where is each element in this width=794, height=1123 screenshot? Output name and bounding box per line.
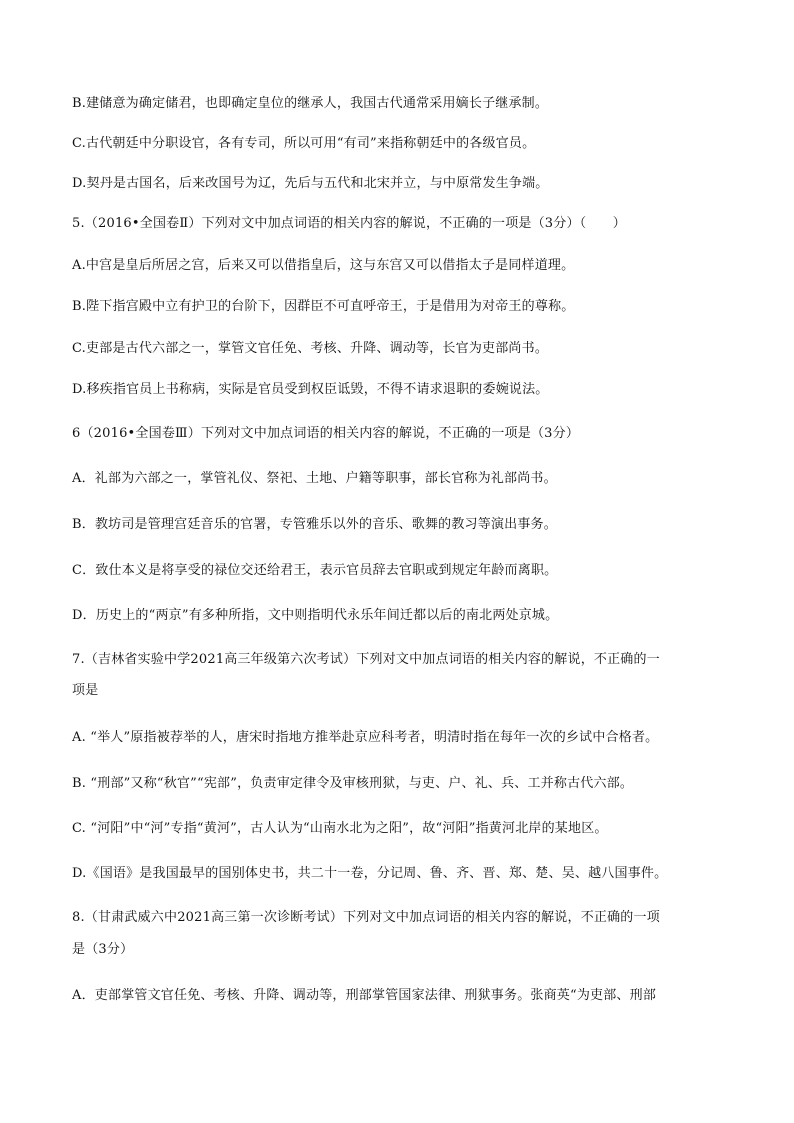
option-d-q6: D．历史上的“两京”有多种所指，文中则指明代永乐年间迁都以后的南北两处京城。 (72, 608, 559, 623)
option-c-q7: C. “河阳”中“河”专指“黄河”，古人认为“山南水北为之阳”，故“河阳”指黄河北岸的某地区。 (72, 821, 608, 836)
question-5-stem: 5.（2016•全国卷Ⅱ）下列对文中加点词语的相关内容的解说，不正确的一项是（3分）（ ） (72, 216, 626, 231)
question-8-stem-cont: 是（3分） (72, 942, 134, 957)
option-d-q7: D.《国语》是我国最早的国别体史书，共二十一卷，分记周、鲁、齐、晋、郑、楚、吴、越八国事件。 (72, 866, 668, 881)
option-d-q4: D.契丹是古国名，后来改国号为辽，先后与五代和北宋并立，与中原常发生争端。 (72, 176, 549, 191)
option-b-q7: B. “刑部”又称“秋官”“宪部”，负责审定律令及审核刑狱，与吏、户、礼、兵、工并称古代六部。 (72, 776, 634, 791)
option-c-q6: C．致仕本义是将享受的禄位交还给君王，表示官员辞去官职或到规定年龄而离职。 (72, 563, 558, 578)
question-8-stem: 8.（甘肃武威六中2021高三第一次诊断考试）下列对文中加点词语的相关内容的解说，不正确的一项 (72, 910, 660, 925)
question-7-stem: 7.（吉林省实验中学2021高三年级第六次考试）下列对文中加点词语的相关内容的解说，不正确的一 (72, 652, 660, 667)
option-d-q5: D.移疾指官员上书称病，实际是官员受到权臣诋毁，不得不请求退职的委婉说法。 (72, 382, 549, 397)
option-a-q5: A.中宫是皇后所居之宫，后来又可以借指皇后，这与东宫又可以借指太子是同样道理。 (72, 258, 575, 273)
question-6-stem: 6（2016•全国卷Ⅲ）下列对文中加点词语的相关内容的解说，不正确的一项是（3分） (72, 426, 580, 441)
option-a-q7: A. “举人”原指被荐举的人，唐宋时指地方推举赴京应科考者，明清时指在每年一次的乡试中合格者。 (72, 730, 659, 745)
option-b-q5: B.陛下指宫殿中立有护卫的台阶下，因群臣不可直呼帝王，于是借用为对帝王的尊称。 (72, 299, 575, 314)
option-b-q6: B．教坊司是管理宫廷音乐的官署，专管雅乐以外的音乐、歌舞的教习等演出事务。 (72, 517, 557, 532)
option-a-q8: A．吏部掌管文官任免、考核、升降、调动等，刑部掌管国家法律、刑狱事务。张商英“为吏部、刑部 (72, 988, 657, 1003)
question-7-stem-cont: 项是 (72, 683, 99, 698)
option-a-q6: A．礼部为六部之一，掌管礼仪、祭祀、土地、户籍等职事，部长官称为礼部尚书。 (72, 471, 557, 486)
option-b-q4: B.建储意为确定储君，也即确定皇位的继承人，我国古代通常采用嫡长子继承制。 (72, 96, 549, 111)
option-c-q5: C.吏部是古代六部之一，掌管文官任免、考核、升降、调动等，长官为吏部尚书。 (72, 341, 549, 356)
option-c-q4: C.古代朝廷中分职设官，各有专司，所以可用“有司”来指称朝廷中的各级官员。 (72, 136, 536, 151)
